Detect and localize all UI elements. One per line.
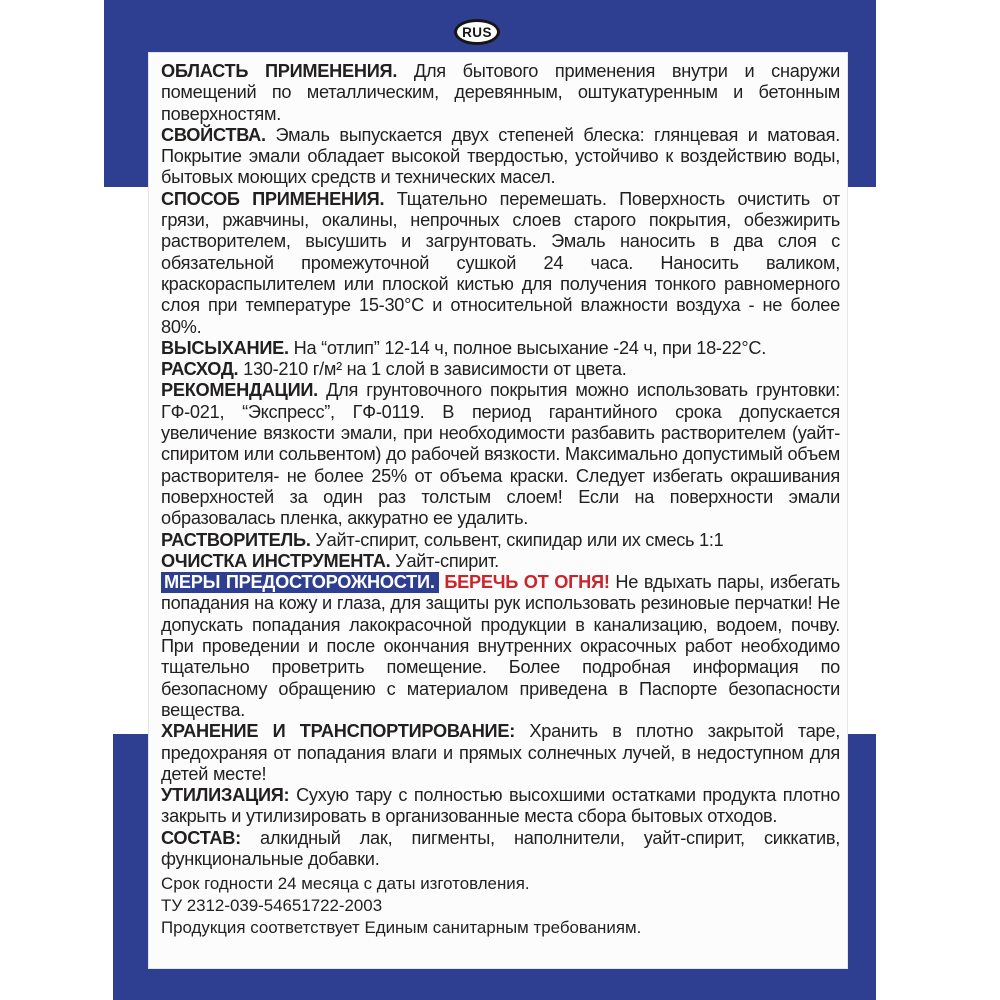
section-heading: УТИЛИЗАЦИЯ: xyxy=(161,785,290,806)
section-body: На “отлип” 12-14 ч, полное высыхание -24 ч, при 18-22°С. xyxy=(293,337,767,358)
sanitary-compliance-note: Продукция соответствует Единым санитарным требованиям. xyxy=(161,918,642,938)
section-heading: РАСХОД. xyxy=(161,359,239,380)
language-badge-text: RUS xyxy=(462,24,492,40)
section-body: Для бытового применения внутри и снаружи помещений по металлическим, деревянным, оштукатуренным и бетонным поверхностям. xyxy=(161,61,841,124)
section-body: Не вдыхать пары, избегать попадания на кожу и глаза, для защиты рук использовать резиновые перчатки! Не допускать попадания лакокрасочной продукции в канализацию, водоем, почву. При проведении и после окончания внутренних окрасочных работ необходимо тщательно проветрить помещение. Более подробная информация по безопасному обращению с материалом приведена в Паспорте безопасности вещества. xyxy=(161,572,841,720)
section-utilizatsiya xyxy=(161,785,840,828)
tu-standard-number: ТУ 2312-039-54651722-2003 xyxy=(161,896,383,916)
section-heading: ОЧИСТКА ИНСТРУМЕНТА. xyxy=(161,550,391,571)
section-body: Уайт-спирит, сольвент, скипидар или их смесь 1:1 xyxy=(315,529,724,550)
precautions-highlighted-heading: МЕРЫ ПРЕДОСТОРОЖНОСТИ. xyxy=(161,572,439,593)
label-content-panel xyxy=(148,52,848,969)
section-body: 130-210 г/м² на 1 слой в зависимости от цвета. xyxy=(243,359,627,380)
label-text-content xyxy=(149,53,847,939)
section-heading: РЕКОМЕНДАЦИИ. xyxy=(161,380,318,401)
section-body: Уайт-спирит. xyxy=(395,550,499,571)
section-body: алкидный лак, пигменты, наполнители, уайт-спирит, сиккатив, функциональные добавки. xyxy=(161,827,840,869)
section-oblast-primeneniya xyxy=(161,61,840,125)
section-heading: СПОСОБ ПРИМЕНЕНИЯ. xyxy=(161,188,385,209)
language-badge xyxy=(454,19,500,45)
section-heading: СВОЙСТВА. xyxy=(161,124,266,145)
section-body: Эмаль выпускается двух степеней блеска: глянцевая и матовая. Покрытие эмали обладает высокой твердостью, устойчиво к воздействию воды, бытовых моющих средств и технических масел. xyxy=(161,124,841,188)
section-body: Тщательно перемешать. Поверхность очистить от грязи, ржавчины, окалины, непрочных слоев старого покрытия, обезжирить растворителем, высушить и загрунтовать. Эмаль наносить в два слоя с обязательной промежуточной сушкой 24 часа. Наносить валиком, краскораспылителем или плоской кистью для получения тонкого равномерного слоя при температуре 15-30°С и относительной влажности воздуха - не более 80%. xyxy=(161,188,840,337)
footnotes-block xyxy=(161,873,840,939)
section-heading: СОСТАВ: xyxy=(161,827,241,848)
section-vysykhanie xyxy=(161,338,840,359)
section-heading: ОБЛАСТЬ ПРИМЕНЕНИЯ. xyxy=(161,61,398,81)
section-rastvoritel xyxy=(161,530,840,551)
section-rekomendatsii xyxy=(161,380,840,529)
section-heading: РАСТВОРИТЕЛЬ. xyxy=(161,529,311,550)
section-svoystva xyxy=(161,125,840,189)
section-khranenie xyxy=(161,721,840,785)
section-sostav xyxy=(161,828,840,871)
section-raskhod xyxy=(161,359,840,380)
fire-warning-text: БЕРЕЧЬ ОТ ОГНЯ! xyxy=(444,572,610,593)
section-sposob-primeneniya xyxy=(161,189,840,338)
shelf-life-note: Срок годности 24 месяца с даты изготовления. xyxy=(161,874,530,894)
section-body: Для грунтовочного покрытия можно использовать грунтовки: ГФ-021, “Экспресс”, ГФ-0119. В период гарантийного срока допускается увеличение вязкости эмали, при необходимости разбавить растворителем (уайт-спиритом или сольвентом) до рабочей вязкости. Максимально допустимый объем растворителя- не более 25% от объема краски. Следует избегать окрашивания поверхностей за один раз толстым слоем! Если на поверхности эмали образовалась пленка, аккуратно ее удалить. xyxy=(161,380,840,529)
section-mery-predostorozhnosti xyxy=(161,572,840,721)
section-ochistka-instrumenta xyxy=(161,551,840,572)
section-heading: ВЫСЫХАНИЕ. xyxy=(161,337,289,358)
section-body: Сухую тару с полностью высохшими остатками продукта плотно закрыть и утилизировать в организованные места сбора бытовых отходов. xyxy=(161,785,840,827)
section-heading: ХРАНЕНИЕ И ТРАНСПОРТИРОВАНИЕ: xyxy=(161,721,516,742)
section-body: Хранить в плотно закрытой таре, предохраняя от попадания влаги и прямых солнечных лучей, в недоступном для детей месте! xyxy=(161,721,840,784)
